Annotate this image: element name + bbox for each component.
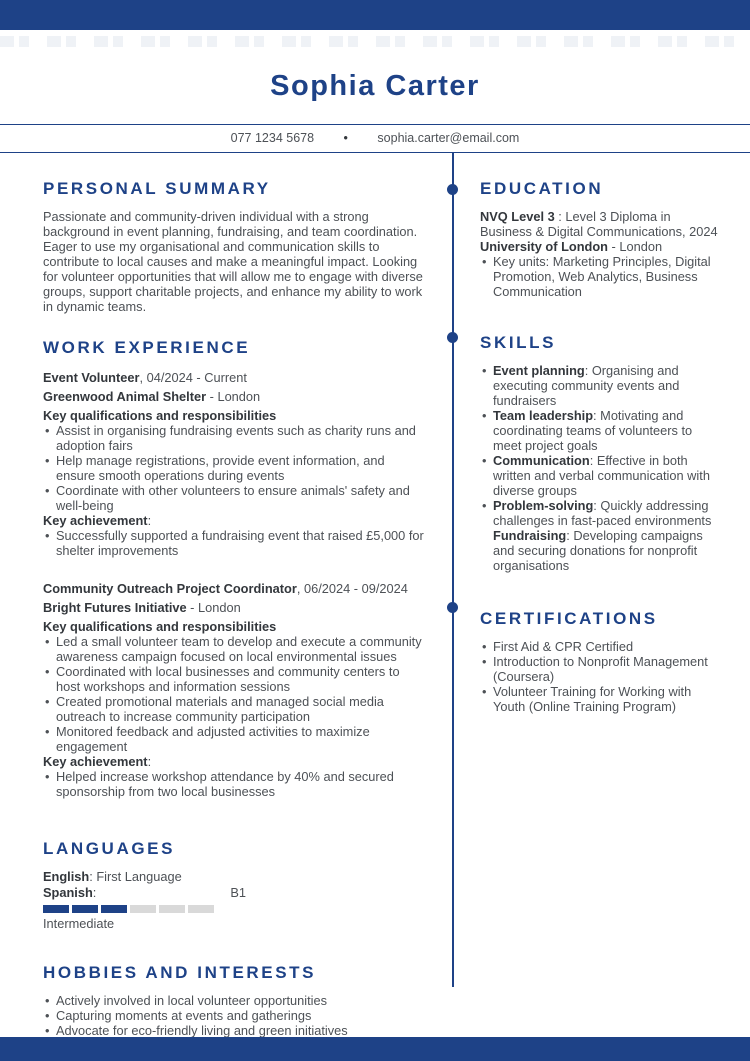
progress-segment bbox=[101, 905, 127, 913]
skill-term: Fundraising bbox=[493, 528, 567, 543]
language-spanish-line bbox=[43, 885, 246, 901]
skill-desc: : Quickly addressing challenges in fast-paced environments bbox=[493, 498, 712, 528]
progress-segment bbox=[188, 905, 214, 913]
skills-list bbox=[480, 363, 718, 573]
section-education bbox=[480, 179, 718, 299]
job-company: Bright Futures Initiative bbox=[43, 600, 187, 615]
personal-summary-title: PERSONAL SUMMARY bbox=[43, 179, 271, 198]
education-bullet: • Key units: Marketing Principles, Digital Promotion, Web Analytics, Business Communication bbox=[480, 254, 718, 299]
job-achievement-label: Key achievement bbox=[43, 513, 148, 528]
progress-segment bbox=[159, 905, 185, 913]
section-certifications bbox=[480, 609, 718, 714]
skill-item bbox=[480, 453, 718, 498]
column-divider-line bbox=[452, 153, 454, 987]
phone-number: 077 1234 5678 bbox=[230, 131, 315, 145]
job-achievement-colon: : bbox=[147, 754, 152, 769]
job-bullet: • Coordinate with other volunteers to ensure animals' safety and well-being bbox=[43, 483, 426, 513]
right-column bbox=[452, 153, 750, 738]
job-dates: , 04/2024 - Current bbox=[139, 370, 247, 385]
section-work-experience bbox=[43, 338, 426, 799]
skill-item bbox=[480, 528, 718, 573]
job-achievement: • Helped increase workshop attendance by 40% and secured sponsorship from two local businesses bbox=[43, 769, 426, 799]
job-role: Community Outreach Project Coordinator bbox=[43, 581, 297, 596]
job-entry bbox=[43, 579, 426, 799]
job-bullet: • Monitored feedback and adjusted activities to maximize engagement bbox=[43, 724, 426, 754]
certifications-list bbox=[480, 639, 718, 714]
skill-desc: : Effective in both written and verbal communication with diverse groups bbox=[493, 453, 710, 498]
job-achievement-label-line bbox=[43, 754, 426, 769]
skill-term: Problem-solving bbox=[493, 498, 594, 513]
footer-accent-bar bbox=[0, 1037, 750, 1061]
job-location: - London bbox=[186, 600, 241, 615]
certifications-title: CERTIFICATIONS bbox=[480, 609, 658, 628]
skills-title: SKILLS bbox=[480, 333, 557, 352]
language-english-label: English bbox=[43, 869, 90, 884]
job-achievement-list bbox=[43, 769, 426, 799]
skill-desc: : Organising and executing community events and fundraisers bbox=[493, 363, 680, 408]
education-degree-rest: : Level 3 Diploma in Business & Digital Communications, 2024 bbox=[480, 209, 718, 239]
job-bullet: • Coordinated with local businesses and community centers to host workshops and information sessions bbox=[43, 664, 426, 694]
education-title: EDUCATION bbox=[480, 179, 604, 198]
education-degree-line bbox=[480, 209, 718, 239]
header-accent-bar bbox=[0, 0, 750, 30]
section-hobbies bbox=[43, 963, 426, 1038]
divider-dot-certifications bbox=[447, 602, 458, 613]
skill-desc: : Motivating and coordinating teams of volunteers to meet project goals bbox=[493, 408, 693, 453]
job-bullet: • Created promotional materials and managed social media outreach to increase community participation bbox=[43, 694, 426, 724]
job-bullet-list bbox=[43, 634, 426, 754]
hobby-item: • Advocate for eco-friendly living and green initiatives bbox=[43, 1023, 426, 1038]
language-level-name: Intermediate bbox=[43, 916, 115, 931]
job-achievement-label: Key achievement bbox=[43, 754, 148, 769]
section-personal-summary bbox=[43, 179, 426, 314]
job-company-line bbox=[43, 598, 426, 617]
skill-item bbox=[480, 363, 718, 408]
job-company: Greenwood Animal Shelter bbox=[43, 389, 207, 404]
contact-separator-dot: • bbox=[343, 131, 348, 145]
language-progress-bar bbox=[43, 905, 426, 913]
job-bullet: • Assist in organising fundraising events such as charity runs and adoption fairs bbox=[43, 423, 426, 453]
job-achievement-list bbox=[43, 528, 426, 558]
education-school: University of London bbox=[480, 239, 608, 254]
skill-desc: : Developing campaigns and securing donations for nonprofit organisations bbox=[493, 528, 703, 573]
job-location: - London bbox=[206, 389, 261, 404]
resume-body bbox=[0, 153, 750, 1061]
job-bullet-list bbox=[43, 423, 426, 513]
hobby-item: • Capturing moments at events and gatherings bbox=[43, 1008, 426, 1023]
skill-item bbox=[480, 408, 718, 453]
job-bullet: • Help manage registrations, provide event information, and ensure smooth operations during events bbox=[43, 453, 426, 483]
work-experience-title: WORK EXPERIENCE bbox=[43, 338, 251, 357]
progress-segment bbox=[43, 905, 69, 913]
skill-term: Event planning bbox=[493, 363, 585, 378]
header-dash-texture bbox=[0, 36, 750, 47]
education-bullet-list bbox=[480, 254, 718, 299]
section-skills bbox=[480, 333, 718, 573]
language-spanish-label: Spanish bbox=[43, 884, 93, 900]
candidate-name: Sophia Carter bbox=[270, 70, 480, 102]
job-achievement: • Successfully supported a fundraising event that raised £5,000 for shelter improvements bbox=[43, 528, 426, 558]
certification-item: • Volunteer Training for Working with Youth (Online Training Program) bbox=[480, 684, 718, 714]
hobbies-list bbox=[43, 993, 426, 1038]
hobby-item: • Actively involved in local volunteer opportunities bbox=[43, 993, 426, 1008]
job-achievement-colon: : bbox=[147, 513, 152, 528]
left-column bbox=[0, 153, 452, 1061]
language-level-code: B1 bbox=[230, 884, 246, 900]
job-qualifications-label: Key qualifications and responsibilities bbox=[43, 619, 277, 634]
job-qualifications-label: Key qualifications and responsibilities bbox=[43, 408, 277, 423]
job-dates: , 06/2024 - 09/2024 bbox=[296, 581, 408, 596]
education-school-line bbox=[480, 239, 718, 254]
language-english-line bbox=[43, 869, 426, 885]
email-address: sophia.carter@email.com bbox=[377, 131, 520, 145]
job-role: Event Volunteer bbox=[43, 370, 140, 385]
divider-dot-skills bbox=[447, 332, 458, 343]
certification-item: • Introduction to Nonprofit Management (Coursera) bbox=[480, 654, 718, 684]
skill-term: Communication bbox=[493, 453, 590, 468]
personal-summary-text: Passionate and community-driven individual with a strong background in event planning, fundraising, and team coordination. Eager to use my organisational and communication skills to contribute to local causes and make a meaningful impact. Looking for volunteer opportunities that will allow me to engage with diverse groups, support charitable projects, and enhance my ability to work in dynamic teams. bbox=[43, 209, 423, 314]
job-company-line bbox=[43, 387, 426, 406]
contact-row bbox=[0, 125, 750, 152]
skill-item bbox=[480, 498, 718, 528]
language-spanish-colon: : bbox=[92, 884, 97, 900]
language-spanish-label-wrap bbox=[43, 885, 96, 901]
education-entry bbox=[480, 209, 718, 299]
languages-title: LANGUAGES bbox=[43, 839, 176, 858]
education-degree-label: NVQ Level 3 bbox=[480, 209, 555, 224]
language-english-value: : First Language bbox=[89, 869, 182, 884]
education-school-location: - London bbox=[607, 239, 663, 254]
progress-segment bbox=[130, 905, 156, 913]
divider-dot-education bbox=[447, 184, 458, 195]
skill-term: Team leadership bbox=[493, 408, 594, 423]
job-entry bbox=[43, 368, 426, 558]
job-bullet: • Led a small volunteer team to develop and execute a community awareness campaign focused on local environmental issues bbox=[43, 634, 426, 664]
progress-segment bbox=[72, 905, 98, 913]
job-achievement-label-line bbox=[43, 513, 426, 528]
job-role-line bbox=[43, 579, 426, 598]
section-languages bbox=[43, 839, 426, 932]
job-role-line bbox=[43, 368, 426, 387]
certification-item: • First Aid & CPR Certified bbox=[480, 639, 718, 654]
hobbies-title: HOBBIES AND INTERESTS bbox=[43, 962, 317, 982]
